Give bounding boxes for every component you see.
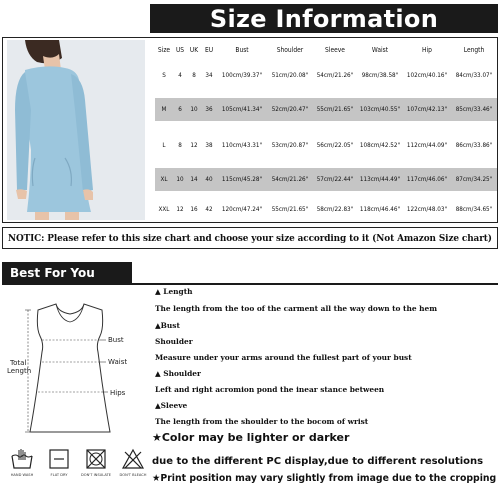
banner-title: Size Information [209,4,439,33]
hips-label: Hips [110,389,126,397]
table-cell: 34 [205,72,213,79]
header-cell: Shoulder [276,46,304,54]
header-cell: Sleeve [325,46,345,54]
header-cell: EU [204,46,214,54]
product-photo [7,40,145,220]
note-shoulder-title: ▲ Shoulder [155,369,201,378]
print-position-note: ★Print position may vary slightly from image due to the cropping [152,473,497,484]
table-cell: 105cm/41.34" [221,106,263,113]
table-cell: 56cm/22.05" [316,142,354,149]
table-cell: 52cm/20.47" [271,106,309,113]
table-cell: 107cm/42.13" [406,106,448,113]
table-cell: 85cm/33.46" [455,106,493,113]
total-length-label-2: Length [7,367,32,375]
table-cell: 55cm/21.65" [271,206,309,213]
table-row-xl [155,168,497,191]
header-cell: Length [463,46,485,54]
table-cell: 4 [178,72,182,79]
table-cell: 118cm/46.46" [359,206,401,213]
care-label: FLAT DRY [50,473,68,477]
note-sleeve-desc: The length from the shoulder to the bocom of wrist [155,417,369,426]
header-cell: US [175,46,185,54]
table-cell: 108cm/42.52" [359,142,401,149]
dress-outline-diagram [0,292,150,442]
table-row-m [155,98,497,121]
waist-label: Waist [108,358,128,366]
care-item-flat-dry [41,448,77,486]
flat-dry-icon [47,448,71,470]
header-cell: Hip [422,46,432,54]
note-shoulder-label: Shoulder [155,337,193,346]
table-cell: 112cm/44.09" [406,142,448,149]
table-cell: 54cm/21.26" [316,72,354,79]
table-cell: 10 [190,106,198,113]
size-chart-panel [2,37,498,223]
table-cell: 38 [205,142,213,149]
table-cell: 36 [205,106,213,113]
table-cell: 12 [190,142,198,149]
note-bust-title: ▲Bust [155,321,180,330]
table-cell: XL [160,176,168,183]
table-cell: 12 [176,206,184,213]
table-cell: 110cm/43.31" [221,142,263,149]
table-cell: 88cm/34.65" [455,206,493,213]
note-shoulder-desc: Left and right acromion pond the inear stance between [155,385,385,394]
table-row-l [155,134,497,157]
table-cell: 6 [178,106,182,113]
size-chart-table [155,42,497,220]
measurement-diagram [0,292,150,442]
table-cell: 115cm/45.28" [221,176,263,183]
header-cell: Size [157,46,171,54]
table-cell: S [162,72,166,79]
table-cell: 102cm/40.16" [406,72,448,79]
table-cell: 42 [205,206,213,213]
table-row-s [155,64,497,87]
best-for-you-title: Best For You [10,266,95,280]
table-cell: 84cm/33.07" [455,72,493,79]
table-cell: 8 [178,142,182,149]
table-cell: L [162,142,166,149]
table-cell: 54cm/21.26" [271,176,309,183]
table-cell: 16 [190,206,198,213]
size-information-banner [150,4,498,33]
bust-label: Bust [108,336,124,344]
note-bust-desc: Measure under your arms around the fullest part of your bust [155,353,412,362]
table-header-row [155,42,497,58]
size-chart-notice [2,227,498,249]
table-cell: 120cm/47.24" [221,206,263,213]
care-label: HAND WASH [10,473,34,477]
model-dress-image [7,40,145,220]
care-label: DON'T BLEACH [119,473,147,477]
table-cell: 51cm/20.08" [271,72,309,79]
care-item-do-not-bleach [115,448,151,486]
notice-text: NOTIC: Please refer to this size chart and choose your size according to it (Not Amazon Size chart) [8,232,492,244]
care-instructions [4,448,152,486]
table-cell: 103cm/40.55" [359,106,401,113]
table-cell: 87cm/34.25" [455,176,493,183]
table-cell: 53cm/20.87" [271,142,309,149]
hand-wash-icon [10,448,34,470]
table-cell: 8 [192,72,196,79]
best-for-you-header [2,262,132,284]
table-cell: 100cm/39.37" [221,72,263,79]
note-sleeve-title: ▲Sleeve [155,401,188,410]
table-cell: 98cm/38.58" [361,72,399,79]
table-cell: 55cm/21.65" [316,106,354,113]
care-item-do-not-iron [78,448,114,486]
table-cell: 40 [205,176,213,183]
table-cell: XXL [158,206,170,213]
note-length-desc: The length from the too of the carment all the way down to the hem [155,304,438,313]
table-cell: 58cm/22.83" [316,206,354,213]
table-cell: 57cm/22.44" [316,176,354,183]
note-length-title: ▲ Length [155,287,193,296]
table-cell: 122cm/48.03" [406,206,448,213]
table-cell: 86cm/33.86" [455,142,493,149]
table-row-xxl [155,198,497,221]
table-cell: 117cm/46.06" [406,176,448,183]
color-note: ★Color may be lighter or darker [152,431,350,444]
header-cell: UK [189,46,199,54]
table-cell: 14 [190,176,198,183]
total-length-label: Total [10,359,27,367]
care-label: DON'T INSULATE [81,473,111,477]
table-cell: 113cm/44.49" [359,176,401,183]
pc-display-note: due to the different PC display,due to different resolutions [152,456,484,467]
do-not-iron-icon [84,448,108,470]
care-item-hand-wash [4,448,40,486]
table-cell: M [161,106,167,113]
header-cell: Waist [371,46,389,54]
section-divider [2,283,498,285]
do-not-bleach-icon [121,448,145,470]
table-cell: 10 [176,176,184,183]
header-cell: Bust [235,46,249,54]
